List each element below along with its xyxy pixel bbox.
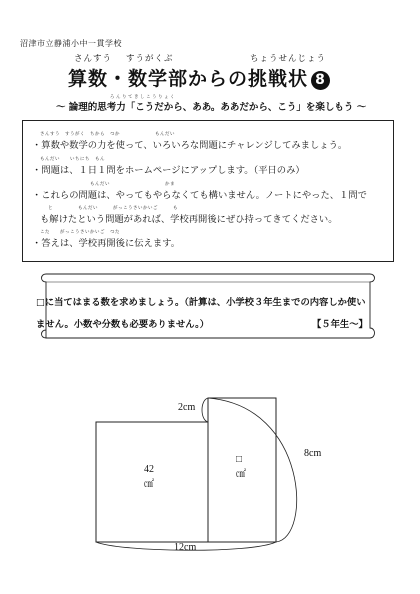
rule-item <box>32 230 181 249</box>
rules-box <box>22 120 394 262</box>
rule-text: も解けたという問題があれば、学校再開後にぜひ持ってきてください。 <box>40 214 338 225</box>
rule-ruby: と もんだい がっこうさいかいご も <box>48 206 178 211</box>
rule-item <box>32 182 367 201</box>
grade-label: 【５年生～】 <box>312 319 368 330</box>
question-scroll <box>36 272 376 340</box>
label-12cm: 12cm <box>174 542 197 553</box>
label-8cm: 8cm <box>304 448 322 459</box>
page-title <box>68 64 330 91</box>
rule-ruby: こた がっこうさいかいご つた <box>40 230 120 235</box>
subtitle: ～ 論理的思考力「こうだから、ああ。ああだから、こう」を楽しもう ～ <box>56 102 367 113</box>
title-ruby-chosenjo: ちょうせんじょう <box>250 54 327 64</box>
rule-text: ・答えは、学校再開後に伝えます。 <box>32 238 181 249</box>
question-line-1: □に当てはまる数を求めましょう。（計算は、小学校３年生までの内容しか使い <box>36 297 366 308</box>
title-ruby-sansu: さんすう <box>74 54 113 64</box>
rule-item <box>32 157 305 176</box>
issue-number-badge: 8 <box>311 71 330 90</box>
rule-ruby: さんすう すうがく ちから つか もんだい <box>40 132 175 137</box>
rule-text: ・算数や数学の力を使って、いろいろな問題にチャレンジしてみましょう。 <box>32 140 348 151</box>
subtitle-ruby: ろんりてきしこうりょく <box>110 95 176 100</box>
title-ruby-sugakubu: すうがくぶ <box>126 54 174 64</box>
rule-ruby: もんだい いちにち もん <box>40 157 105 162</box>
rule-ruby: もんだい かま <box>90 182 175 187</box>
label-42-area: 42㎠ <box>144 464 154 490</box>
rule-text: ・問題は、１日１問をホームページにアップします。（平日のみ） <box>32 165 305 176</box>
title-text: 算数・数学部からの挑戦状 <box>68 68 309 90</box>
figure-drawing <box>0 388 420 594</box>
label-unknown-area: □㎠ <box>236 454 246 480</box>
rule-item-continued <box>40 206 338 225</box>
rule-text: ・これらの問題は、やってもやらなくても構いません。ノートにやった、１問で <box>32 190 367 201</box>
brace-8cm <box>208 398 297 542</box>
brace-2cm <box>202 398 208 422</box>
school-name: 沼津市立静浦小中一貫学校 <box>20 39 122 48</box>
question-line-2: ません。小数や分数も必要ありません。） <box>36 319 210 330</box>
rule-item <box>32 132 348 151</box>
label-2cm: 2cm <box>178 402 196 413</box>
